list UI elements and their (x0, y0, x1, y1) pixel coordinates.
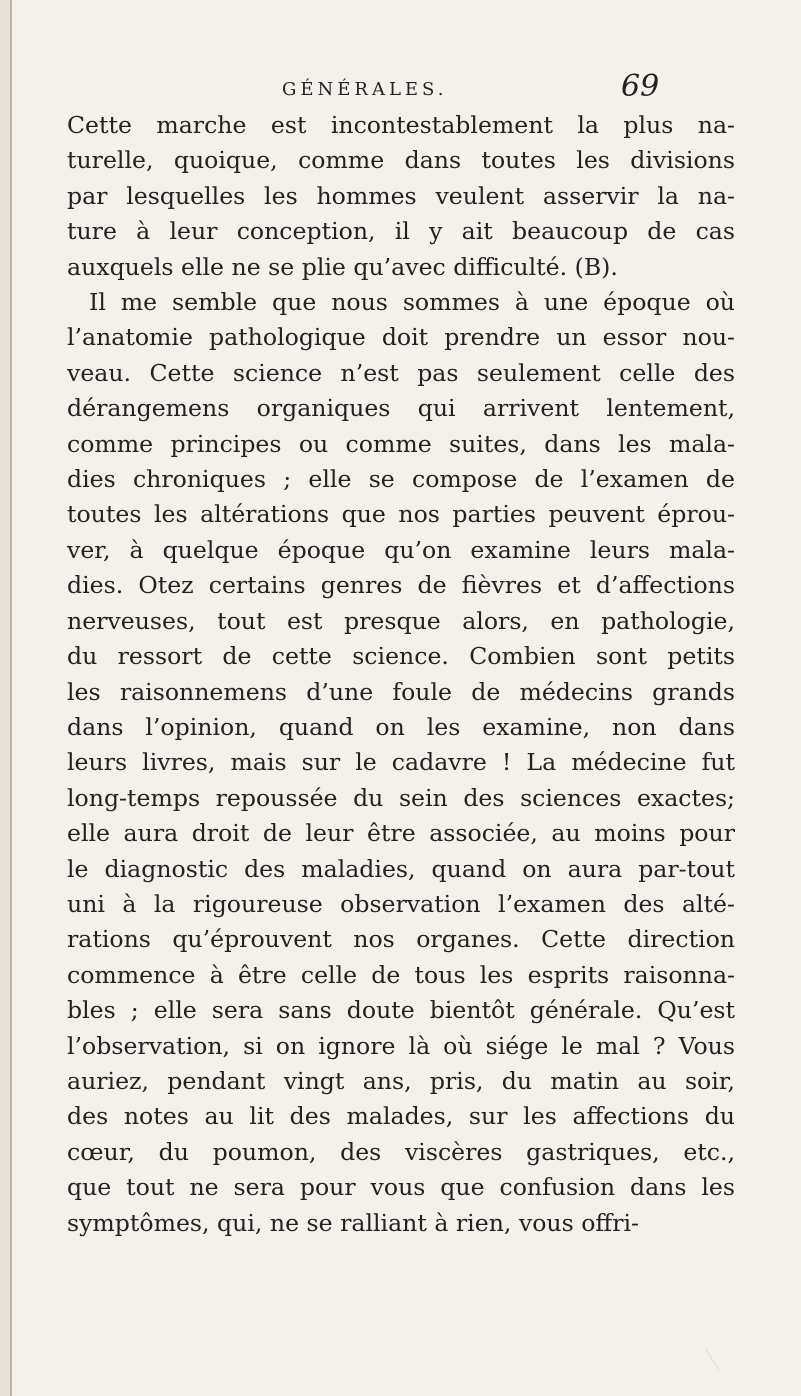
text-line: leurs livres, mais sur le cadavre ! La médecine fut (67, 748, 735, 777)
text-line: auriez, pendant vingt ans, pris, du matin au soir, (67, 1066, 735, 1095)
text-line: nerveuses, tout est presque alors, en pathologie, (67, 606, 735, 635)
text-line: symptômes, qui, ne se ralliant à rien, vous offri- (67, 1208, 639, 1237)
text-line: par lesquelles les hommes veulent asservir la na- (67, 181, 735, 210)
text-line: Cette marche est incontestablement la plus na- (67, 111, 735, 139)
text-line: dans l’opinion, quand on les examine, non dans (67, 712, 735, 741)
body-text (67, 108, 735, 1241)
text-line: dies. Otez certains genres de fièvres et d’affections (67, 571, 735, 600)
text-line: ver, à quelque époque qu’on examine leurs mala- (67, 535, 735, 564)
text-line: commence à être celle de tous les esprits raisonna- (67, 960, 735, 989)
text-line: le diagnostic des maladies, quand on aura par-tout (67, 854, 735, 883)
text-line: uni à la rigoureuse observation l’examen des alté- (67, 889, 735, 918)
text-line: cœur, du poumon, des viscères gastriques, etc., (67, 1137, 735, 1166)
text-line: toutes les altérations que nos parties peuvent éprou- (67, 500, 735, 529)
text-line: l’observation, si on ignore là où siége le mal ? Vous (67, 1031, 735, 1060)
text-line: comme principes ou comme suites, dans les mala- (67, 429, 735, 458)
text-line: ture à leur conception, il y ait beaucoup de cas (67, 217, 735, 246)
text-line: elle aura droit de leur être associée, au moins pour (67, 819, 735, 848)
running-head: GÉNÉRALES. (282, 79, 448, 100)
text-line: dérangemens organiques qui arrivent lentement, (67, 394, 735, 423)
text-line: les raisonnemens d’une foule de médecins grands (67, 677, 735, 706)
page-number: 69 (621, 69, 660, 104)
text-line: long-temps repoussée du sein des sciences exactes; (67, 783, 735, 812)
text-line: que tout ne sera pour vous que confusion dans les (67, 1173, 735, 1202)
text-line: auxquels elle ne se plie qu’avec difficulté. (B). (67, 252, 618, 281)
text-line: Il me semble que nous sommes à une époque où (89, 288, 735, 317)
text-line: dies chroniques ; elle se compose de l’examen de (67, 465, 735, 494)
text-line: rations qu’éprouvent nos organes. Cette direction (67, 925, 735, 954)
text-line: l’anatomie pathologique doit prendre un essor nou- (67, 323, 735, 352)
paper-mark (705, 1335, 742, 1371)
text-line: turelle, quoique, comme dans toutes les divisions (67, 146, 735, 175)
text-line: veau. Cette science n’est pas seulement celle des (67, 358, 735, 387)
text-line: bles ; elle sera sans doute bientôt générale. Qu’est (67, 996, 735, 1025)
text-line: du ressort de cette science. Combien sont petits (67, 642, 735, 671)
text-line: des notes au lit des malades, sur les affections du (67, 1102, 735, 1131)
page-binding-edge (0, 0, 12, 1396)
